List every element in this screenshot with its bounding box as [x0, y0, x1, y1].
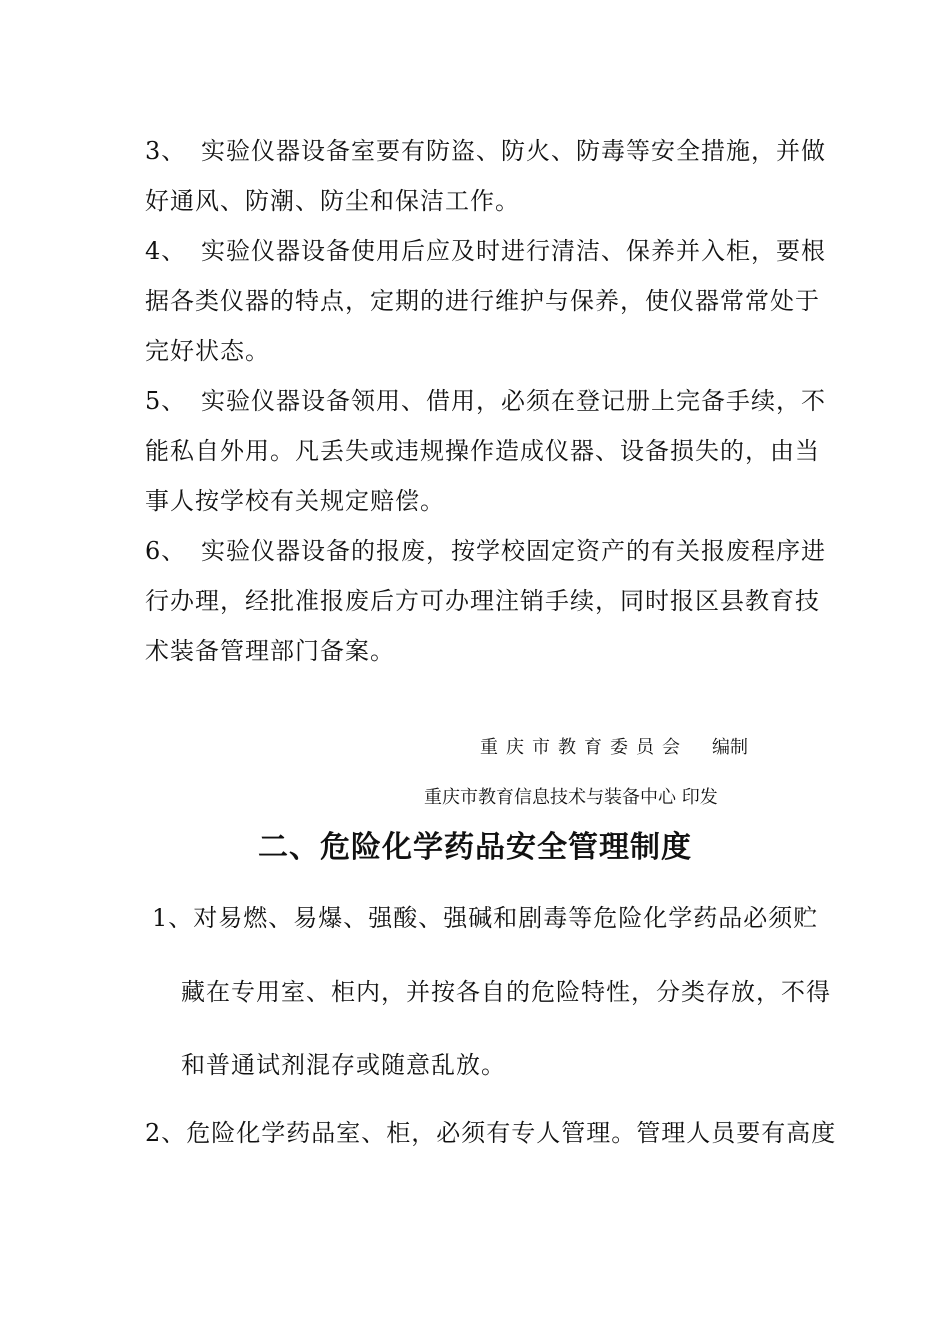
rule-1-line-3: 和普通试剂混存或随意乱放。 — [181, 1051, 506, 1079]
item-5-line-2: 能私自外用。凡丢失或违规操作造成仪器、设备损失的，由当 — [145, 437, 820, 465]
item-text: 实验仪器设备使用后应及时进行清洁、保养并入柜，要根 — [201, 237, 826, 265]
item-6-line-3: 术装备管理部门备案。 — [145, 637, 395, 665]
item-6-line-2: 行办理，经批准报废后方可办理注销手续，同时报区县教育技 — [145, 587, 820, 615]
item-5-line-3: 事人按学校有关规定赔偿。 — [145, 487, 445, 515]
item-3-line-1 — [145, 135, 826, 167]
rule-1-line-1: 1、对易燃、易爆、强酸、强碱和剧毒等危险化学药品必须贮 — [152, 904, 819, 932]
item-number: 3、 — [145, 137, 187, 165]
signature-compiled: 编制 — [712, 737, 748, 758]
rule-1-line-2: 藏在专用室、柜内，并按各自的危险特性，分类存放，不得 — [181, 978, 831, 1006]
item-5-line-1 — [145, 385, 826, 417]
item-4-line-2: 据各类仪器的特点，定期的进行维护与保养，使仪器常常处于 — [145, 287, 820, 315]
rule-2-line-1: 2、危险化学药品室、柜，必须有专人管理。管理人员要有高度 — [145, 1119, 837, 1147]
signature-center: 重庆市教育信息技术与装备中心 印发 — [424, 787, 718, 808]
section-title: 二、危险化学药品安全管理制度 — [258, 830, 692, 865]
item-text: 实验仪器设备室要有防盗、防火、防毒等安全措施，并做 — [201, 137, 826, 165]
item-4-line-1 — [145, 235, 826, 267]
item-4-line-3: 完好状态。 — [145, 337, 270, 365]
signature-committee: 重庆市教育委员会 — [480, 737, 688, 758]
item-number: 4、 — [145, 237, 187, 265]
item-6-line-1 — [145, 535, 826, 567]
item-text: 实验仪器设备领用、借用，必须在登记册上完备手续，不 — [201, 387, 826, 415]
item-3-line-2: 好通风、防潮、防尘和保洁工作。 — [145, 187, 520, 215]
item-text: 实验仪器设备的报废，按学校固定资产的有关报废程序进 — [201, 537, 826, 565]
item-number: 5、 — [145, 387, 187, 415]
item-number: 6、 — [145, 537, 187, 565]
